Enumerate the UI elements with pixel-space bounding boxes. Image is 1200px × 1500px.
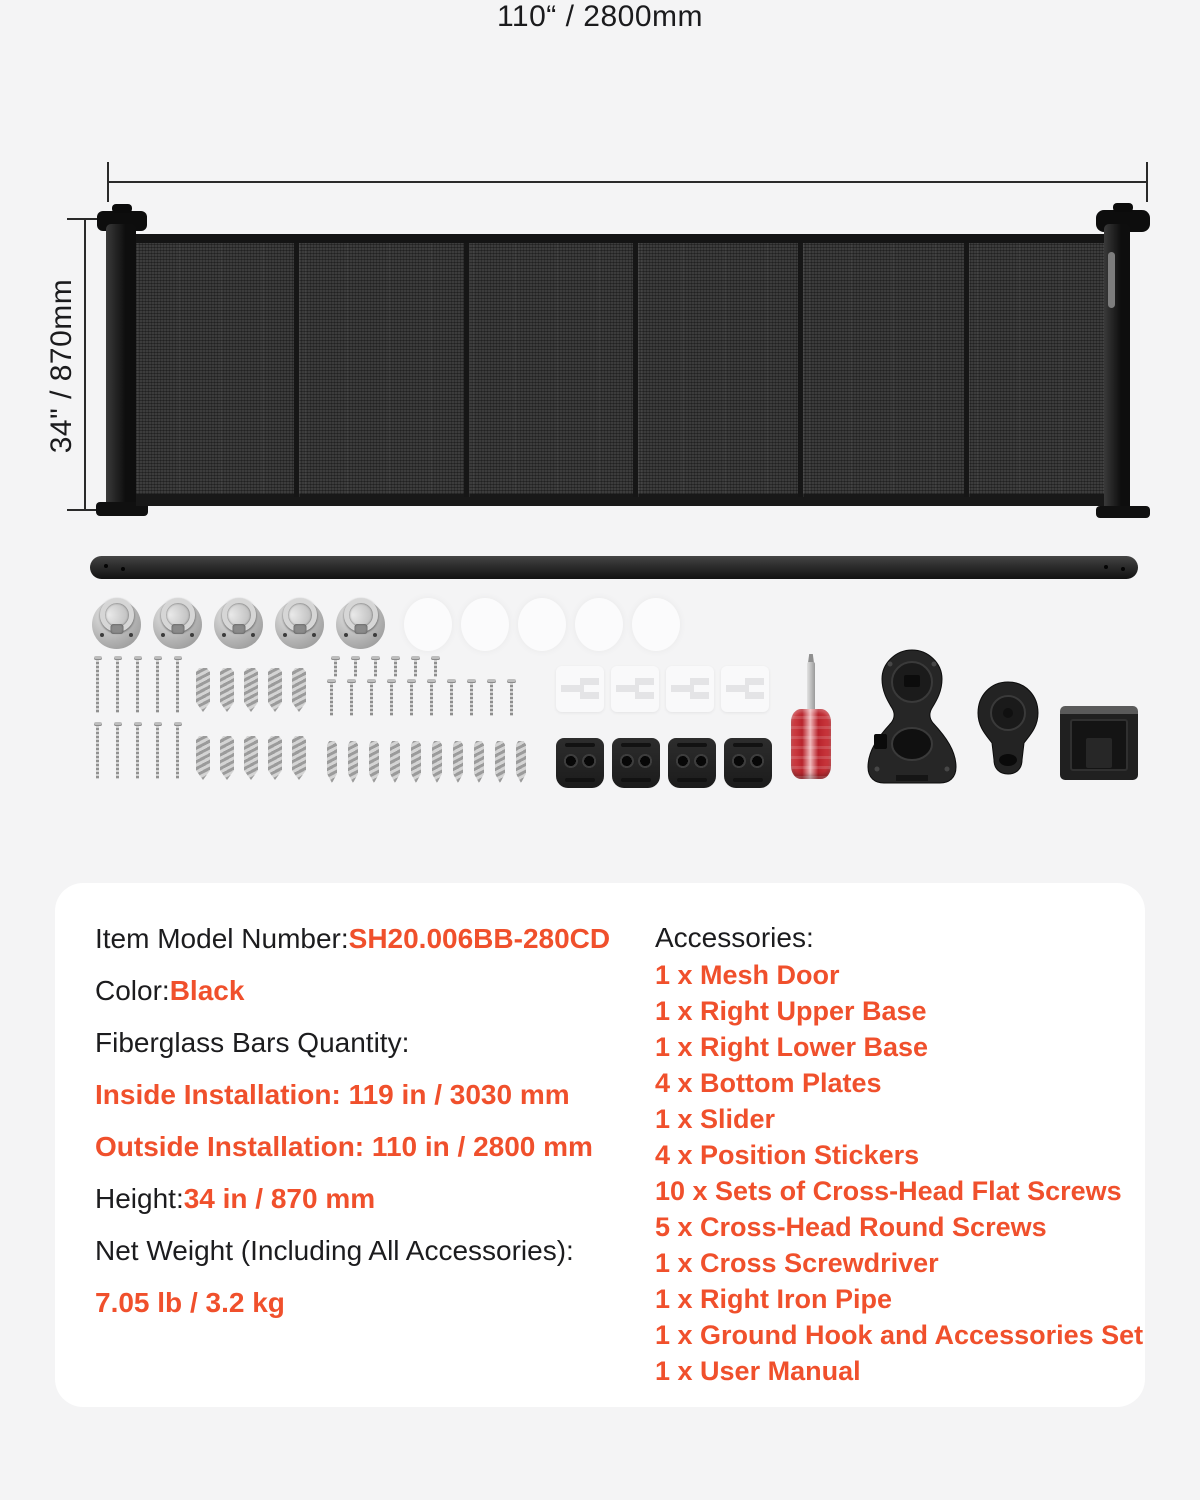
accessory-item: 1 x Mesh Door xyxy=(655,959,840,990)
mesh-door-panel xyxy=(136,234,1104,506)
mesh-divider-bar xyxy=(798,243,803,497)
spec-line xyxy=(95,1069,635,1121)
ground-hook xyxy=(214,600,263,649)
long-screws-row xyxy=(94,656,182,714)
spec-label: Net Weight (Including All Accessories): xyxy=(95,1235,574,1266)
ground-hook xyxy=(153,600,202,649)
position-sticker xyxy=(461,598,509,651)
spec-line xyxy=(95,1225,635,1277)
mesh-divider-bar xyxy=(633,243,638,497)
accessory-item: 10 x Sets of Cross-Head Flat Screws xyxy=(655,1175,1122,1206)
accessory-item: 1 x User Manual xyxy=(655,1355,861,1386)
spec-label: Fiberglass Bars Quantity: xyxy=(95,1027,410,1058)
width-dimension-tick-right xyxy=(1146,162,1148,202)
spec-value: 34 in / 870 mm xyxy=(183,1183,376,1214)
mesh-divider-bar xyxy=(964,243,969,497)
accessory-item: 4 x Position Stickers xyxy=(655,1139,920,1170)
spec-value: 7.05 lb / 3.2 kg xyxy=(95,1287,285,1318)
spec-column xyxy=(95,913,635,1329)
right-pole-foot xyxy=(1096,506,1150,518)
long-screws-row xyxy=(94,722,182,780)
round-screws-row xyxy=(331,656,440,678)
accessory-item: 5 x Cross-Head Round Screws xyxy=(655,1211,1047,1242)
left-roller-pole xyxy=(106,224,136,508)
position-sticker xyxy=(404,598,452,651)
width-dimension-label: 110“ / 2800mm xyxy=(496,0,704,33)
position-sticker xyxy=(632,598,680,651)
mesh-divider-bar xyxy=(464,243,469,497)
spec-label: Color: xyxy=(95,975,170,1006)
spec-line xyxy=(95,1121,635,1173)
pipe-hole xyxy=(1104,565,1108,569)
wall-anchors-row xyxy=(196,736,306,780)
width-dimension-tick-left xyxy=(107,162,109,202)
accessory-item: 1 x Ground Hook and Accessories Set xyxy=(655,1319,1144,1350)
accessory-item: 1 x Cross Screwdriver xyxy=(655,1247,939,1278)
accessory-item: 1 x Right Lower Base xyxy=(655,1031,929,1062)
pipe-hole xyxy=(121,567,125,571)
ground-hook xyxy=(92,600,141,649)
width-dimension-line xyxy=(108,181,1148,183)
accessory-item: 4 x Bottom Plates xyxy=(655,1067,882,1098)
spec-card xyxy=(55,883,1145,1407)
pipe-hole xyxy=(104,564,108,568)
spec-label: Height: xyxy=(95,1183,184,1214)
position-sticker xyxy=(575,598,623,651)
screwdriver-handle xyxy=(791,709,831,779)
spec-line xyxy=(95,1017,635,1069)
height-dimension-label: 34" / 870mm xyxy=(45,278,78,454)
pipe-hole xyxy=(1121,567,1125,571)
spec-value: Inside Installation: 119 in / 3030 mm xyxy=(95,1079,570,1110)
accessories-column xyxy=(655,919,1144,1389)
spec-line xyxy=(95,1277,635,1329)
ground-hook xyxy=(275,600,324,649)
cross-screwdriver xyxy=(789,654,833,780)
accessory-item: 1 x Slider xyxy=(655,1103,776,1134)
position-clips-row xyxy=(556,666,769,712)
spec-value: Outside Installation: 110 in / 2800 mm xyxy=(95,1131,593,1162)
mesh-divider-bar xyxy=(294,243,299,497)
spec-line xyxy=(95,913,635,965)
right-pole-slot xyxy=(1108,252,1115,308)
bottom-plates-row xyxy=(556,738,772,788)
flat-screws-row xyxy=(327,679,516,717)
screwdriver-shaft xyxy=(807,662,815,712)
spec-label: Item Model Number: xyxy=(95,923,349,954)
accessories-title: Accessories: xyxy=(655,922,814,953)
position-sticker xyxy=(518,598,566,651)
accessory-item: 1 x Right Upper Base xyxy=(655,995,927,1026)
wall-anchors-row xyxy=(196,668,306,712)
small-anchors-row xyxy=(327,741,526,783)
spec-line xyxy=(95,965,635,1017)
slider-bracket xyxy=(1060,706,1138,780)
iron-pipe xyxy=(90,556,1138,579)
right-lower-base xyxy=(974,680,1042,776)
accessory-item: 1 x Right Iron Pipe xyxy=(655,1283,893,1314)
spec-value: Black xyxy=(169,975,245,1006)
height-dimension-line xyxy=(84,219,86,511)
right-upper-base xyxy=(860,648,964,786)
ground-hook xyxy=(336,600,385,649)
spec-line xyxy=(95,1173,635,1225)
spec-value: SH20.006BB-280CD xyxy=(348,923,611,954)
